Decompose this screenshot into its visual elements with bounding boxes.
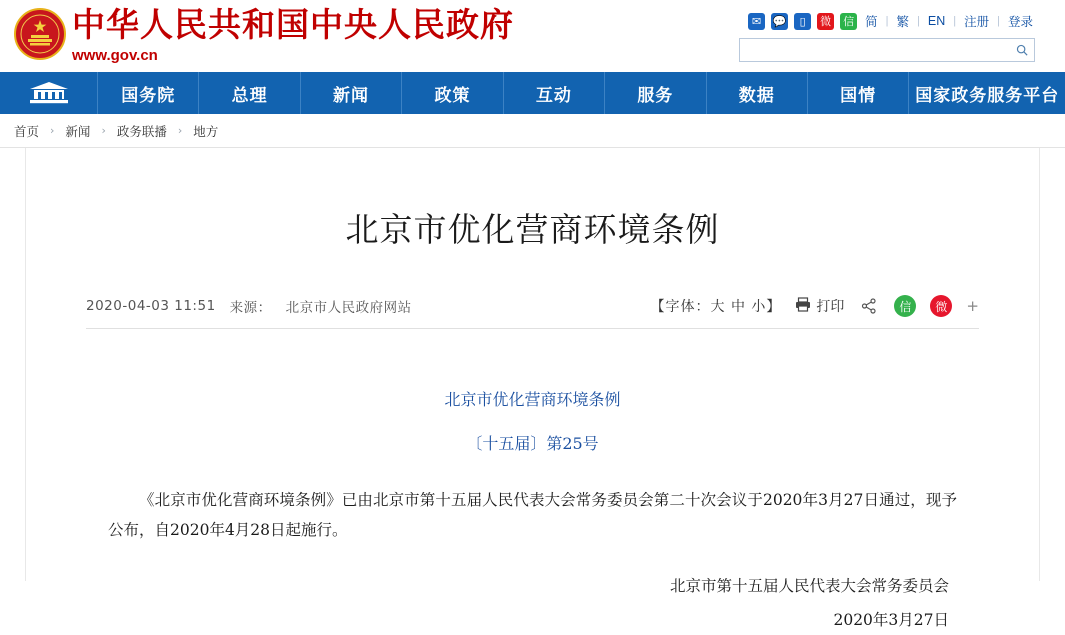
left-rail <box>0 148 26 581</box>
source-name: 北京市人民政府网站 <box>285 300 412 316</box>
weibo-icon[interactable]: 微 <box>817 13 834 30</box>
utility-separator: | <box>997 15 1000 27</box>
lang-simplified-link[interactable]: 简 <box>865 15 878 29</box>
main-navigation <box>0 72 1065 114</box>
breadcrumb-item-zhengwulianbo[interactable]: 政务联播 <box>116 123 167 139</box>
utility-separator: | <box>953 15 957 27</box>
nav-home-icon[interactable] <box>0 72 98 114</box>
page-title: 北京市优化营商环境条例 <box>345 210 720 249</box>
right-rail <box>1039 148 1065 581</box>
nav-item-shuju[interactable]: 数据 <box>707 72 808 114</box>
nav-item-service-platform[interactable]: 国家政务服务平台 <box>915 85 1060 106</box>
printer-icon <box>795 297 811 316</box>
nav-item-zongli[interactable]: 总理 <box>199 72 300 114</box>
search-icon[interactable] <box>1010 40 1034 60</box>
article-meta-left <box>86 296 412 316</box>
wechat-icon[interactable]: 信 <box>840 13 857 30</box>
utility-bar <box>748 12 1035 30</box>
breadcrumb-item-home[interactable]: 首页 <box>14 123 40 139</box>
nav-item-hudong[interactable]: 互动 <box>504 72 605 114</box>
article <box>26 148 1039 635</box>
site-brand[interactable] <box>72 6 514 64</box>
article-signature-date: 2020年3月27日 <box>833 611 949 629</box>
utility-separator: | <box>917 15 920 27</box>
wechat-share-icon[interactable]: 信 <box>894 295 916 317</box>
nav-item-xinwen[interactable]: 新闻 <box>301 72 402 114</box>
message-icon[interactable]: 💬 <box>771 13 788 30</box>
search-input[interactable] <box>740 40 1010 60</box>
publish-date: 2020-04-03 11:51 <box>86 298 216 314</box>
utility-separator: | <box>885 15 889 27</box>
breadcrumb-item-local[interactable]: 地方 <box>193 123 219 139</box>
share-more-button[interactable]: + <box>966 297 979 315</box>
breadcrumb-separator: › <box>50 124 55 137</box>
print-button[interactable] <box>795 296 844 316</box>
login-link[interactable]: 登录 <box>1007 15 1033 29</box>
nav-item-zhengce[interactable]: 政策 <box>402 72 503 114</box>
breadcrumb <box>0 114 1065 148</box>
page-body <box>0 148 1065 635</box>
weibo-share-icon[interactable]: 微 <box>930 295 952 317</box>
article-signature: 北京市第十五届人民代表大会常务委员会 <box>669 577 949 595</box>
source-label: 来源： <box>229 300 272 316</box>
font-size-control[interactable]: 【字体：大 中 小】 <box>650 299 782 315</box>
document-number: 〔十五届〕第25号 <box>466 434 599 453</box>
print-label: 打印 <box>816 299 845 315</box>
search-box[interactable] <box>739 38 1035 62</box>
lang-traditional-link[interactable]: 繁 <box>896 15 910 29</box>
mobile-icon[interactable]: ▯ <box>794 13 811 30</box>
site-domain: www.gov.cn <box>72 47 158 64</box>
nav-item-guoqing[interactable]: 国情 <box>808 72 909 114</box>
share-icon[interactable] <box>858 295 880 317</box>
site-title: 中华人民共和国中央人民政府 <box>72 5 514 44</box>
nav-item-fuwu[interactable]: 服务 <box>605 72 706 114</box>
breadcrumb-separator: › <box>177 124 183 137</box>
breadcrumb-separator: › <box>101 124 106 137</box>
document-heading: 北京市优化营商环境条例 <box>444 390 621 409</box>
national-emblem-icon <box>14 8 66 60</box>
article-meta <box>86 295 979 329</box>
register-link[interactable]: 注册 <box>964 15 990 29</box>
site-header <box>0 0 1065 72</box>
lang-english-link[interactable]: EN <box>927 14 946 28</box>
mail-icon[interactable]: ✉ <box>748 13 765 30</box>
nav-item-guowuyuan[interactable]: 国务院 <box>98 72 199 114</box>
article-paragraph: 《北京市优化营商环境条例》已由北京市第十五届人民代表大会常务委员会第二十次会议于2020年3月27日通过，现予公布，自2020年4月28日起施行。 <box>108 491 957 539</box>
breadcrumb-item-news[interactable]: 新闻 <box>65 123 91 139</box>
article-meta-right <box>651 295 979 317</box>
